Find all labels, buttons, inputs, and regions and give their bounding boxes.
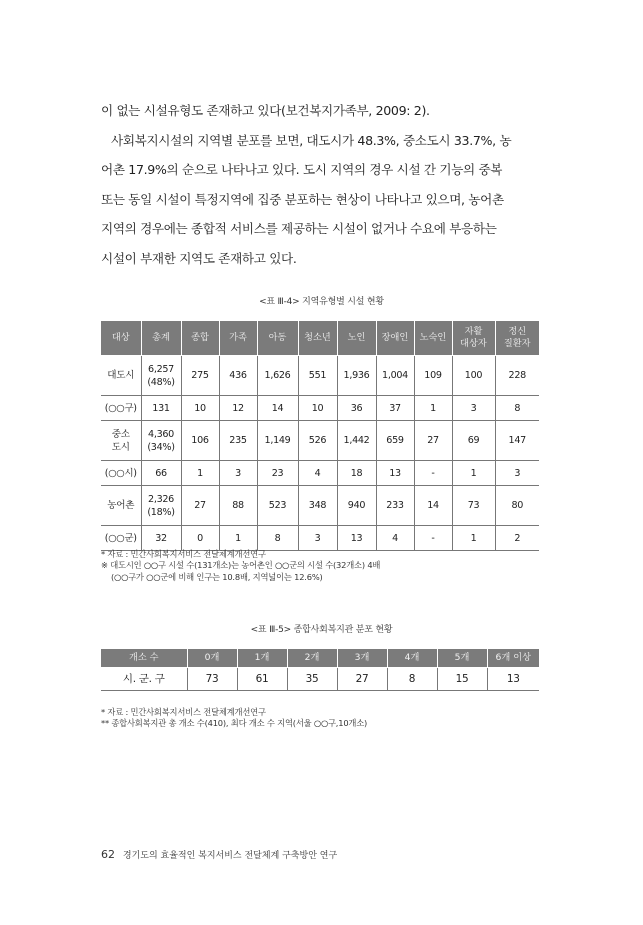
row-label-cell: (○○군): [101, 526, 141, 551]
header-cell: 대상: [101, 321, 141, 356]
data-cell: 1,936: [337, 356, 376, 396]
data-cell: 3: [452, 396, 495, 421]
welfare-center-distribution-table: [101, 648, 539, 691]
data-cell: 88: [219, 486, 257, 526]
data-cell: 1: [452, 461, 495, 486]
data-cell: 551: [298, 356, 337, 396]
data-cell: 13: [376, 461, 414, 486]
table2-caption: <표 Ⅲ-5> 종합사회복지관 분포 현황: [250, 625, 393, 635]
row-label-cell: (○○시): [101, 461, 141, 486]
header-cell: 가족: [219, 321, 257, 356]
table1-header-row: [101, 321, 539, 356]
data-cell: 4,360 (34%): [141, 421, 181, 461]
header-cell: 아동: [257, 321, 298, 356]
footnote: ** 종합사회복지관 총 개소 수(410), 최다 개소 수 지역(서울 ○○구,10개소): [101, 718, 368, 729]
header-cell: 장애인: [376, 321, 414, 356]
data-cell: -: [414, 526, 452, 551]
data-cell: 32: [141, 526, 181, 551]
header-cell: 노숙인: [414, 321, 452, 356]
data-cell: 69: [452, 421, 495, 461]
header-cell: 자활 대상자: [452, 321, 495, 356]
paragraph-line: 어촌 17.9%의 순으로 나타나고 있다. 도시 지역의 경우 시설 간 기능의 중복: [101, 162, 503, 177]
data-cell: 1,442: [337, 421, 376, 461]
header-cell: 3개: [337, 649, 387, 668]
data-cell: 1,149: [257, 421, 298, 461]
header-cell: 5개: [437, 649, 487, 668]
data-cell: 66: [141, 461, 181, 486]
footnote: (○○구가 ○○군에 비해 인구는 10.8배, 지역넓이는 12.6%): [111, 571, 323, 582]
header-cell: 정신 질환자: [495, 321, 539, 356]
data-cell: 659: [376, 421, 414, 461]
table-row: [101, 486, 539, 526]
data-cell: 13: [337, 526, 376, 551]
paragraph-line: 또는 동일 시설이 특정지역에 집중 분포하는 현상이 나타나고 있으며, 농어촌: [101, 191, 504, 207]
data-cell: 27: [414, 421, 452, 461]
data-cell: 8: [387, 668, 437, 691]
data-cell: 61: [237, 668, 287, 691]
data-cell: 73: [187, 668, 237, 691]
data-cell: 27: [181, 486, 219, 526]
data-cell: 4: [298, 461, 337, 486]
row-label-cell: (○○구): [101, 396, 141, 421]
data-cell: 23: [257, 461, 298, 486]
header-cell: 노인: [337, 321, 376, 356]
paragraph-line: 이 없는 시설유형도 존재하고 있다(보건복지가족부, 2009: 2).: [101, 103, 430, 118]
data-cell: -: [414, 461, 452, 486]
body-text: [101, 96, 541, 273]
paragraph-line: 사회복지시설의 지역별 분포를 보면, 대도시가 48.3%, 중소도시 33.7%, 농: [111, 132, 512, 148]
header-cell: 0개: [187, 649, 237, 668]
data-cell: 109: [414, 356, 452, 396]
data-cell: 37: [376, 396, 414, 421]
table1-caption: <표 Ⅲ-4> 지역유형별 시설 현황: [259, 297, 384, 307]
data-cell: 6,257 (48%): [141, 356, 181, 396]
table-row: [101, 461, 539, 486]
data-cell: 14: [257, 396, 298, 421]
data-cell: 1,004: [376, 356, 414, 396]
header-cell: 4개: [387, 649, 437, 668]
data-cell: 1,626: [257, 356, 298, 396]
table-row: [101, 421, 539, 461]
row-label-cell: 농어촌: [101, 486, 141, 526]
data-cell: 228: [495, 356, 539, 396]
data-cell: 147: [495, 421, 539, 461]
facility-by-region-table: [101, 320, 539, 551]
source-note: * 자료 : 민간사회복지서비스 전달체계개선연구: [101, 707, 266, 717]
table-row: [101, 396, 539, 421]
data-cell: 14: [414, 486, 452, 526]
data-cell: 235: [219, 421, 257, 461]
data-cell: 4: [376, 526, 414, 551]
data-cell: 3: [495, 461, 539, 486]
data-cell: 36: [337, 396, 376, 421]
header-cell: 2개: [287, 649, 337, 668]
data-cell: 526: [298, 421, 337, 461]
data-cell: 106: [181, 421, 219, 461]
header-cell: 6개 이상: [487, 649, 539, 668]
data-cell: 100: [452, 356, 495, 396]
source-note: * 자료 : 민간사회복지서비스 전달체계개선연구: [101, 549, 266, 559]
table1-notes: [101, 549, 380, 583]
data-cell: 1: [181, 461, 219, 486]
data-cell: 35: [287, 668, 337, 691]
table-row: [101, 526, 539, 551]
data-cell: 8: [495, 396, 539, 421]
page-number: 62: [101, 848, 115, 861]
data-cell: 233: [376, 486, 414, 526]
data-cell: 0: [181, 526, 219, 551]
data-cell: 8: [257, 526, 298, 551]
paragraph-line: 시설이 부재한 지역도 존재하고 있다.: [101, 250, 297, 266]
table-row: [101, 356, 539, 396]
data-cell: 2: [495, 526, 539, 551]
page-footer: [101, 848, 337, 861]
data-cell: 523: [257, 486, 298, 526]
data-cell: 275: [181, 356, 219, 396]
table-row: [101, 668, 539, 691]
data-cell: 3: [219, 461, 257, 486]
data-cell: 27: [337, 668, 387, 691]
footer-title: 경기도의 효율적인 복지서비스 전달체계 구축방안 연구: [122, 851, 338, 861]
header-cell: 종합: [181, 321, 219, 356]
header-cell: 1개: [237, 649, 287, 668]
paragraph-line: 지역의 경우에는 종합적 서비스를 제공하는 시설이 없거나 수요에 부응하는: [101, 221, 497, 236]
header-cell: 총계: [141, 321, 181, 356]
data-cell: 940: [337, 486, 376, 526]
data-cell: 1: [219, 526, 257, 551]
data-cell: 15: [437, 668, 487, 691]
data-cell: 2,326 (18%): [141, 486, 181, 526]
data-cell: 436: [219, 356, 257, 396]
table2-notes: [101, 707, 367, 730]
data-cell: 10: [298, 396, 337, 421]
row-label-cell: 대도시: [101, 356, 141, 396]
data-cell: 1: [452, 526, 495, 551]
data-cell: 80: [495, 486, 539, 526]
data-cell: 10: [181, 396, 219, 421]
header-cell: 청소년: [298, 321, 337, 356]
data-cell: 73: [452, 486, 495, 526]
data-cell: 348: [298, 486, 337, 526]
data-cell: 1: [414, 396, 452, 421]
data-cell: 12: [219, 396, 257, 421]
table2-header-row: [101, 649, 539, 668]
footnote: ※ 대도시인 ○○구 시설 수(131개소)는 농어촌인 ○○군의 시설 수(32개소) 4배: [101, 560, 381, 571]
data-cell: 13: [487, 668, 539, 691]
row-label-cell: 시. 군. 구: [101, 668, 187, 691]
header-cell: 개소 수: [101, 649, 187, 668]
data-cell: 18: [337, 461, 376, 486]
data-cell: 131: [141, 396, 181, 421]
data-cell: 3: [298, 526, 337, 551]
row-label-cell: 중소 도시: [101, 421, 141, 461]
